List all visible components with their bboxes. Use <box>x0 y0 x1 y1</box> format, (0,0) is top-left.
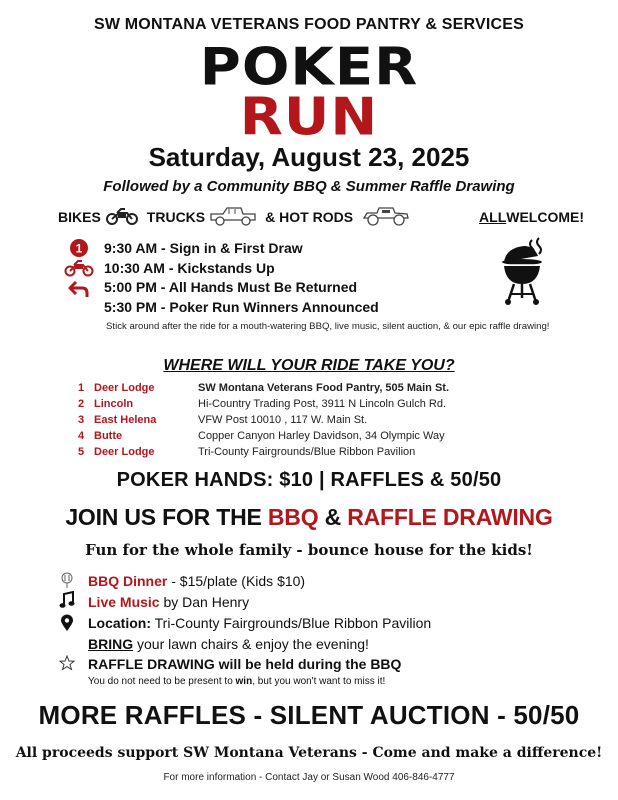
hotrod-icon <box>361 205 411 230</box>
join-bbq: BBQ <box>267 504 319 530</box>
location-label: Location: <box>88 615 151 631</box>
return-arrow-icon <box>64 280 94 303</box>
bbq-dinner-price: - $15/plate (Kids $10) <box>167 573 306 589</box>
welcome-label: WELCOME! <box>506 209 585 225</box>
stop-place: SW Montana Veterans Food Pantry, 505 Main St. <box>198 382 450 394</box>
join-amp: & <box>318 504 348 530</box>
stop-place: Tri-County Fairgrounds/Blue Ribbon Pavilion <box>198 446 416 458</box>
stop-town: Lincoln <box>94 398 134 410</box>
star-icon <box>56 655 78 676</box>
stop-place: Copper Canyon Harley Davidson, 34 Olympic Way <box>198 430 445 442</box>
stop-place: VFW Post 10010 , 117 W. Main St. <box>198 414 368 426</box>
win-note <box>88 676 385 687</box>
motorcycle-icon <box>105 206 139 229</box>
win-note-part1: You do not need to be present to <box>88 676 236 687</box>
win-note-part2: , but you won't want to miss it! <box>252 676 386 687</box>
poker-hands-pricing: POKER HANDS: $10 | RAFFLES & 50/50 <box>116 469 502 491</box>
vehicles-row <box>58 206 584 228</box>
join-heading <box>0 504 618 531</box>
stop-number: 5 <box>78 446 85 458</box>
bring-text: your lawn chairs & enjoy the evening! <box>133 636 369 652</box>
live-music-label: Live Music <box>88 594 160 610</box>
organization-name: SW MONTANA VETERANS FOOD PANTRY & SERVICES <box>93 16 525 33</box>
bbq-dinner-line <box>88 573 305 589</box>
family-fun-line: Fun for the whole family - bounce house for the kids! <box>85 541 533 559</box>
all-label: ALL <box>479 209 507 225</box>
title-poker: POKER <box>199 37 419 98</box>
route-stop <box>78 446 155 458</box>
stop-town: Butte <box>94 430 123 442</box>
bbq-dinner-label: BBQ Dinner <box>88 573 168 589</box>
bikes-label: BIKES <box>58 209 101 225</box>
schedule-item: 10:30 AM - Kickstands Up <box>104 260 275 276</box>
stop-town: Deer Lodge <box>94 446 155 458</box>
more-raffles-heading: MORE RAFFLES - SILENT AUCTION - 50/50 <box>38 700 580 730</box>
location-line <box>88 615 431 631</box>
location-pin-icon <box>56 614 78 637</box>
join-part1: JOIN US FOR THE <box>65 504 268 530</box>
location-value: Tri-County Fairgrounds/Blue Ribbon Pavilion <box>151 615 432 631</box>
schedule-item: 9:30 AM - Sign in & First Draw <box>104 240 303 256</box>
route-stop <box>78 414 156 426</box>
title-run: RUN <box>239 87 379 148</box>
stop-number: 4 <box>78 430 85 442</box>
schedule-item: 5:30 PM - Poker Run Winners Announced <box>104 299 379 315</box>
route-stop <box>78 398 133 410</box>
hotrods-label: & HOT RODS <box>265 209 354 225</box>
raffle-drawing-line: RAFFLE DRAWING will be held during the BBQ <box>88 656 402 672</box>
bbq-grill-icon <box>498 236 550 311</box>
event-date: Saturday, August 23, 2025 <box>148 142 470 172</box>
proceeds-line: All proceeds support SW Montana Veterans - Come and make a difference! <box>15 745 603 761</box>
music-note-icon <box>56 591 78 614</box>
contact-line: For more information - Contact Jay or Susan Wood 406-846-4777 <box>163 772 455 783</box>
trucks-label: TRUCKS <box>146 209 206 225</box>
svg-text:1: 1 <box>75 241 83 256</box>
truck-icon <box>209 205 257 230</box>
bring-label: BRING <box>88 636 134 652</box>
route-stop <box>78 430 122 442</box>
motorcycle-icon <box>64 259 94 282</box>
live-music-line <box>88 594 249 610</box>
schedule-item: 5:00 PM - All Hands Must Be Returned <box>104 279 358 295</box>
route-heading: WHERE WILL YOUR RIDE TAKE YOU? <box>163 357 455 374</box>
stop-number: 2 <box>78 398 85 410</box>
bring-line <box>88 636 369 652</box>
live-music-artist: by Dan Henry <box>159 594 250 610</box>
schedule-note: Stick around after the ride for a mouth-watering BBQ, live music, silent auction, & our epic raffle drawing! <box>106 321 550 332</box>
route-stop <box>78 382 155 394</box>
stop-number: 3 <box>78 414 85 426</box>
stop-town: East Helena <box>94 414 157 426</box>
event-subtitle: Followed by a Community BBQ & Summer Raffle Drawing <box>103 178 515 195</box>
stop-number: 1 <box>78 382 85 394</box>
stop-town: Deer Lodge <box>94 382 155 394</box>
fork-spoon-icon <box>56 572 78 593</box>
join-raffle: RAFFLE DRAWING <box>347 504 553 530</box>
stop-place: Hi-Country Trading Post, 3911 N Lincoln Gulch Rd. <box>198 398 447 410</box>
win-note-win: win <box>235 676 253 687</box>
